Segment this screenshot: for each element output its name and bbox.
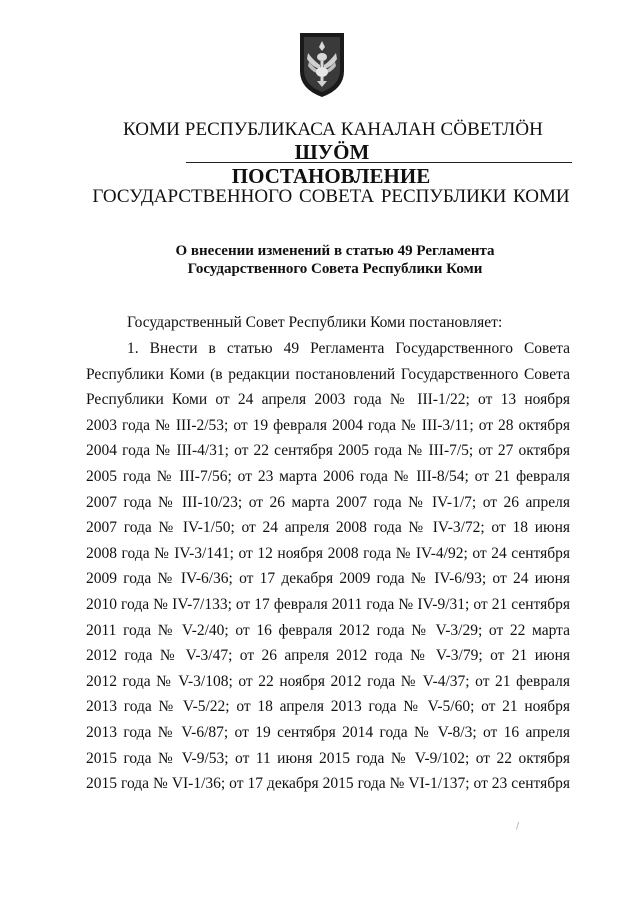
body-line: 2007 года № III-10/23; от 26 марта 2007 года № IV-1/7; от 26 апреля (86, 493, 570, 511)
body-line: 2010 года № IV-7/133; от 17 февраля 2011 года № IV-9/31; от 21 сентября (86, 596, 570, 613)
body-line: 2012 года № V-3/108; от 22 ноября 2012 года № V-4/37; от 21 февраля (86, 672, 570, 690)
body-line: 2015 года № V-9/53; от 11 июня 2015 года № V-9/102; от 22 октября (86, 749, 570, 767)
body-line: Республики Коми (в редакции постановлений Государственного Совета (86, 365, 570, 383)
document-title-line-2: Государственного Совета Республики Коми (187, 261, 483, 277)
body-line: 2015 года № VI-1/36; от 17 декабря 2015 года № VI-1/137; от 23 сентября (86, 775, 570, 793)
header-komi-name: КОМИ РЕСПУБЛИКАСА КАНАЛАН СÖВЕТЛÖН (123, 119, 543, 140)
body-line: 2011 года № V-2/40; от 16 февраля 2012 года № V-3/29; от 22 марта (86, 621, 570, 639)
body-line: Республики Коми от 24 апреля 2003 года № III-1/22; от 13 ноября (86, 391, 570, 409)
body-line: 2003 года № III-2/53; от 19 февраля 2004 года № III-3/11; от 28 октября (86, 416, 570, 434)
body-line: 1. Внести в статью 49 Регламента Государственного Совета (127, 340, 570, 357)
preamble: Государственный Совет Республики Коми постановляет: (127, 314, 503, 331)
header-shuyom: ШУÖМ (294, 140, 370, 164)
body-line: 2008 года № IV-3/141; от 12 ноября 2008 года № IV-4/92; от 24 сентября (86, 544, 570, 562)
body-line: 2007 года № IV-1/50; от 24 апреля 2008 года № IV-3/72; от 18 июня (86, 519, 570, 537)
body-line: 2005 года № III-7/56; от 23 марта 2006 года № III-8/54; от 21 февраля (86, 468, 570, 485)
body-line: 2009 года № IV-6/36; от 17 декабря 2009 года № IV-6/93; от 24 июня (86, 570, 570, 588)
coat-of-arms-icon (298, 31, 346, 99)
header-postanovlenie: ПОСТАНОВЛЕНИЕ (231, 164, 431, 188)
body-line: 2013 года № V-5/22; от 18 апреля 2013 года № V-5/60; от 21 ноября (86, 698, 570, 716)
scan-mark (516, 822, 521, 831)
header-gossovet: ГОСУДАРСТВЕННОГО СОВЕТА РЕСПУБЛИКИ КОМИ (92, 186, 570, 207)
header-divider (186, 162, 572, 163)
body-line: 2013 года № V-6/87; от 19 сентября 2014 года № V-8/3; от 16 апреля (86, 724, 570, 741)
document-title-line-1: О внесении изменений в статью 49 Регламента (175, 243, 495, 259)
body-line: 2012 года № V-3/47; от 26 апреля 2012 года № V-3/79; от 21 июня (86, 647, 570, 665)
body-line: 2004 года № III-4/31; от 22 сентября 2005 года № III-7/5; от 27 октября (86, 442, 570, 460)
